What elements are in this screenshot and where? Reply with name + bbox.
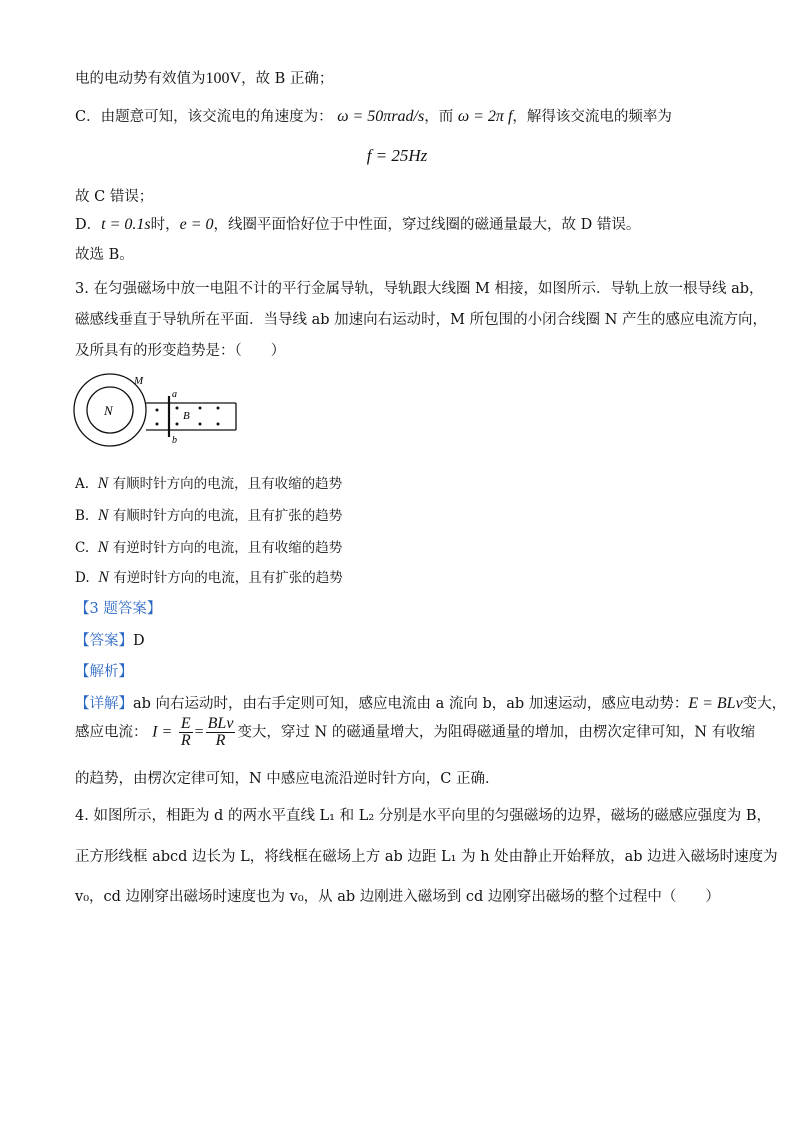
choice-a[interactable]: A. N 有顺时针方向的电流，且有收缩的趋势	[75, 475, 343, 492]
choice-d[interactable]: D. N 有逆时针方向的电流，且有扩张的趋势	[75, 569, 343, 586]
choice-b[interactable]: B. N 有顺时针方向的电流，且有扩张的趋势	[75, 507, 343, 524]
q4-stem-line-3: v₀，cd 边刚穿出磁场时速度也为 v₀，从 ab 边刚进入磁场到 cd 边刚穿出磁场的整个过程中（ ）	[75, 889, 720, 905]
solution-line-d: D．t = 0.1s时，e = 0，线圈平面恰好位于中性面，穿过线圈的磁通量最大，故 D 错误。	[75, 216, 641, 233]
q3-analysis-label: 【解析】	[75, 664, 133, 680]
label-a: a	[172, 389, 177, 400]
q3-figure	[70, 370, 240, 455]
label-b: b	[172, 435, 177, 446]
q3-stem-line-1: 3. 在匀强磁场中放一电阻不计的平行金属导轨，导轨跟大线圈 M 相接，如图所示．导轨上放一根导线 ab，	[75, 281, 764, 297]
fraction-blv-over-r: $\frac{\text{BLv}}{R}$	[207, 715, 234, 749]
q3-answer-header: 【3 题答案】	[75, 601, 162, 617]
omega-value: ω = 50πrad/s	[337, 108, 425, 125]
q3-detail-line-2: 感应电流： I = $\frac{E}{R}$ = $\frac{\text{BLv}}{R}$ 变大，穿过 N 的磁通量增大，为阻碍磁通量的增加，由楞次定律可知，N 有收缩	[75, 715, 756, 749]
solution-final-choice: 故选 B。	[75, 247, 134, 263]
q3-stem-line-3: 及所具有的形变趋势是：（ ）	[75, 343, 286, 359]
solution-line-1: 电的电动势有效值为100V，故 B 正确；	[75, 70, 334, 87]
q3-answer: 【答案】D	[75, 633, 145, 649]
q3-detail-line-3: 的趋势，由楞次定律可知，N 中感应电流沿逆时针方向，C 正确．	[75, 771, 500, 787]
q4-stem-line-2: 正方形线框 abcd 边长为 L，将线框在磁场上方 ab 边距 L₁ 为 h 处由静止开始释放，ab 边进入磁场时速度为	[75, 849, 778, 865]
q3-detail-line-1: 【详解】ab 向右运动时，由右手定则可知，感应电流由 a 流向 b，ab 加速运动，感应电动势：E = BLv变大，	[75, 695, 787, 712]
label-n: N	[104, 403, 113, 418]
frequency-equation: f = 25Hz	[366, 146, 428, 165]
solution-line-c: C．由题意可知，该交流电的角速度为： ω = 50πrad/s，而 ω = 2π f，解得该交流电的频率为	[75, 108, 672, 125]
q4-stem-line-1: 4. 如图所示，相距为 d 的两水平直线 L₁ 和 L₂ 分别是水平向里的匀强磁场的边界，磁场的磁感应强度为 B，	[75, 808, 772, 824]
label-b-field: B	[183, 410, 190, 422]
q3-stem-line-2: 磁感线垂直于导轨所在平面．当导线 ab 加速向右运动时，M 所包围的小闭合线圈 N 产生的感应电流方向，	[75, 312, 768, 328]
choice-c[interactable]: C. N 有逆时针方向的电流，且有收缩的趋势	[75, 539, 343, 556]
label-m: M	[134, 375, 144, 387]
fraction-e-over-r: $\frac{E}{R}$	[180, 715, 191, 749]
omega-formula: ω = 2π f	[457, 108, 513, 125]
solution-line-c-conclusion: 故 C 错误；	[75, 189, 154, 205]
